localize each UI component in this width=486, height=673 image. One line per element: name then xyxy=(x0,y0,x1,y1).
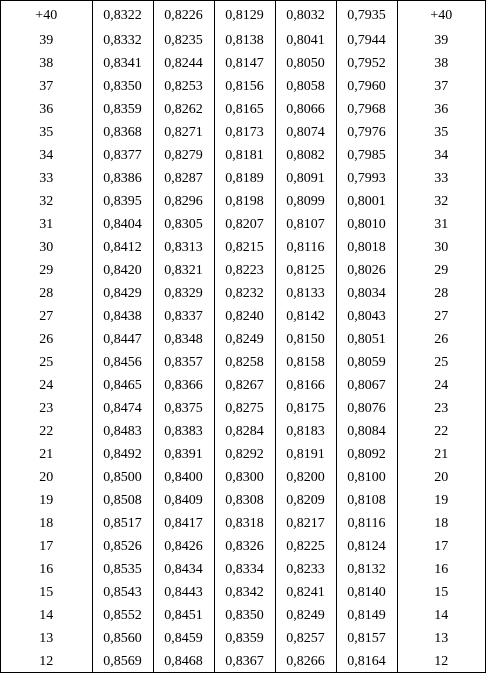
density-value-cell: 0,8249 xyxy=(275,604,336,627)
temperature-cell-left: 22 xyxy=(1,420,92,443)
density-value-cell: 0,8165 xyxy=(214,98,275,121)
temperature-cell-right: 38 xyxy=(434,56,449,71)
temperature-cell-right: 25 xyxy=(434,355,449,370)
density-value-cell: 0,8191 xyxy=(275,443,336,466)
density-value-cell: 0,8032 xyxy=(275,1,336,29)
density-value-cell: 0,8535 xyxy=(92,558,153,581)
density-value-cell: 0,8412 xyxy=(92,236,153,259)
density-value-cell: 0,8166 xyxy=(275,374,336,397)
density-value-cell: 0,8342 xyxy=(214,581,275,604)
density-value-cell: 0,8313 xyxy=(153,236,214,259)
density-value-cell: 0,8158 xyxy=(275,351,336,374)
temperature-cell-right: 30 xyxy=(434,240,449,255)
density-value-cell: 0,8465 xyxy=(92,374,153,397)
density-value-cell: 0,8233 xyxy=(275,558,336,581)
density-value-cell: 0,8142 xyxy=(275,305,336,328)
temperature-cell-right: 27 xyxy=(434,309,449,324)
density-value-cell: 0,8552 xyxy=(92,604,153,627)
table-row xyxy=(1,121,485,144)
temperature-cell-right: 14 xyxy=(434,608,449,623)
density-value-cell: 0,8420 xyxy=(92,259,153,282)
density-value-cell: 0,8451 xyxy=(153,604,214,627)
density-value-cell: 0,8395 xyxy=(92,190,153,213)
density-value-cell: 0,8099 xyxy=(275,190,336,213)
density-value-cell: 0,8326 xyxy=(214,535,275,558)
density-value-cell: 0,8308 xyxy=(214,489,275,512)
temperature-cell-left: 17 xyxy=(1,535,92,558)
density-value-cell: 0,8132 xyxy=(336,558,397,581)
density-value-cell: 0,8043 xyxy=(336,305,397,328)
table-row xyxy=(1,75,485,98)
density-value-cell: 0,8235 xyxy=(153,29,214,52)
density-value-cell: 0,8067 xyxy=(336,374,397,397)
temperature-cell-right: 39 xyxy=(434,33,449,48)
table-row xyxy=(1,190,485,213)
density-value-cell: 0,8459 xyxy=(153,627,214,650)
temperature-cell-left: 26 xyxy=(1,328,92,351)
temperature-cell-left: 32 xyxy=(1,190,92,213)
density-value-cell: 0,8010 xyxy=(336,213,397,236)
density-value-cell: 0,8391 xyxy=(153,443,214,466)
density-value-cell: 0,8305 xyxy=(153,213,214,236)
density-value-cell: 0,8116 xyxy=(275,236,336,259)
density-value-cell: 0,8357 xyxy=(153,351,214,374)
density-value-cell: 0,8287 xyxy=(153,167,214,190)
density-value-cell: 0,8383 xyxy=(153,420,214,443)
density-value-cell: 0,8209 xyxy=(275,489,336,512)
density-value-cell: 0,8034 xyxy=(336,282,397,305)
temperature-cell-left: 20 xyxy=(1,466,92,489)
table-row xyxy=(1,627,485,650)
density-value-cell: 0,8429 xyxy=(92,282,153,305)
temperature-cell-right: 24 xyxy=(434,378,449,393)
density-value-cell: 0,8292 xyxy=(214,443,275,466)
table-row xyxy=(1,581,485,604)
temperature-cell-left: 39 xyxy=(1,29,92,52)
density-value-cell: 0,8200 xyxy=(275,466,336,489)
density-value-cell: 0,8189 xyxy=(214,167,275,190)
density-value-cell: 0,8116 xyxy=(336,512,397,535)
density-value-cell: 0,8181 xyxy=(214,144,275,167)
table-row xyxy=(1,236,485,259)
density-value-cell: 0,8321 xyxy=(153,259,214,282)
density-value-cell: 0,8215 xyxy=(214,236,275,259)
density-value-cell: 0,8375 xyxy=(153,397,214,420)
table-row xyxy=(1,650,485,673)
density-value-cell: 0,8500 xyxy=(92,466,153,489)
density-value-cell: 0,8296 xyxy=(153,190,214,213)
temperature-cell-right: 12 xyxy=(434,654,449,669)
temperature-cell-left: 29 xyxy=(1,259,92,282)
density-value-cell: 0,8300 xyxy=(214,466,275,489)
density-value-cell: 0,8366 xyxy=(153,374,214,397)
table-row xyxy=(1,282,485,305)
density-value-cell: 0,7985 xyxy=(336,144,397,167)
density-value-cell: 0,8543 xyxy=(92,581,153,604)
density-value-cell: 0,8275 xyxy=(214,397,275,420)
density-value-cell: 0,8084 xyxy=(336,420,397,443)
density-value-cell: 0,8133 xyxy=(275,282,336,305)
temperature-cell-left: 33 xyxy=(1,167,92,190)
density-value-cell: 0,8092 xyxy=(336,443,397,466)
density-value-cell: 0,8468 xyxy=(153,650,214,673)
density-value-cell: 0,8417 xyxy=(153,512,214,535)
table-row xyxy=(1,443,485,466)
temperature-cell-left: 27 xyxy=(1,305,92,328)
density-value-cell: 0,8198 xyxy=(214,190,275,213)
density-value-cell: 0,8183 xyxy=(275,420,336,443)
density-value-cell: 0,7993 xyxy=(336,167,397,190)
temperature-cell-left: 14 xyxy=(1,604,92,627)
temperature-cell-right: +40 xyxy=(430,8,453,23)
temperature-cell-right: 33 xyxy=(434,171,449,186)
table-row xyxy=(1,305,485,328)
density-value-cell: 0,8138 xyxy=(214,29,275,52)
table-row xyxy=(1,397,485,420)
density-value-cell: 0,8483 xyxy=(92,420,153,443)
density-value-cell: 0,8225 xyxy=(275,535,336,558)
density-value-cell: 0,8284 xyxy=(214,420,275,443)
temperature-cell-left: 16 xyxy=(1,558,92,581)
density-value-cell: 0,8156 xyxy=(214,75,275,98)
density-value-cell: 0,8569 xyxy=(92,650,153,673)
density-value-cell: 0,8074 xyxy=(275,121,336,144)
density-value-cell: 0,8443 xyxy=(153,581,214,604)
density-value-cell: 0,8018 xyxy=(336,236,397,259)
density-value-cell: 0,8100 xyxy=(336,466,397,489)
density-value-cell: 0,8377 xyxy=(92,144,153,167)
density-value-cell: 0,8322 xyxy=(92,1,153,29)
density-value-cell: 0,8226 xyxy=(153,1,214,29)
table-row xyxy=(1,328,485,351)
temperature-cell-right: 15 xyxy=(434,585,449,600)
density-value-cell: 0,7960 xyxy=(336,75,397,98)
temperature-cell-right: 36 xyxy=(434,102,449,117)
density-table xyxy=(1,1,485,673)
density-value-cell: 0,8334 xyxy=(214,558,275,581)
temperature-cell-left: 36 xyxy=(1,98,92,121)
density-value-cell: 0,8350 xyxy=(214,604,275,627)
density-value-cell: 0,8426 xyxy=(153,535,214,558)
density-value-cell: 0,8359 xyxy=(92,98,153,121)
table-row xyxy=(1,466,485,489)
table-row xyxy=(1,98,485,121)
table-row xyxy=(1,489,485,512)
table-row xyxy=(1,213,485,236)
table-body xyxy=(1,1,485,673)
temperature-cell-right: 19 xyxy=(434,493,449,508)
table-row xyxy=(1,535,485,558)
density-value-cell: 0,8091 xyxy=(275,167,336,190)
density-value-cell: 0,8447 xyxy=(92,328,153,351)
density-value-cell: 0,8157 xyxy=(336,627,397,650)
density-value-cell: 0,8217 xyxy=(275,512,336,535)
density-value-cell: 0,8434 xyxy=(153,558,214,581)
density-value-cell: 0,8050 xyxy=(275,52,336,75)
temperature-cell-left: 13 xyxy=(1,627,92,650)
density-value-cell: 0,8108 xyxy=(336,489,397,512)
table-row xyxy=(1,259,485,282)
density-value-cell: 0,8492 xyxy=(92,443,153,466)
density-value-cell: 0,7976 xyxy=(336,121,397,144)
density-value-cell: 0,8267 xyxy=(214,374,275,397)
density-value-cell: 0,8125 xyxy=(275,259,336,282)
temperature-cell-right: 29 xyxy=(434,263,449,278)
density-value-cell: 0,8140 xyxy=(336,581,397,604)
density-value-cell: 0,8173 xyxy=(214,121,275,144)
table-row xyxy=(1,420,485,443)
temperature-cell-right: 20 xyxy=(434,470,449,485)
density-value-cell: 0,8240 xyxy=(214,305,275,328)
density-value-cell: 0,8386 xyxy=(92,167,153,190)
density-value-cell: 0,8076 xyxy=(336,397,397,420)
density-value-cell: 0,8175 xyxy=(275,397,336,420)
temperature-cell-left: 24 xyxy=(1,374,92,397)
temperature-cell-right: 23 xyxy=(434,401,449,416)
table-row xyxy=(1,52,485,75)
temperature-cell-left: 35 xyxy=(1,121,92,144)
temperature-cell-left: 37 xyxy=(1,75,92,98)
temperature-cell-right: 26 xyxy=(434,332,449,347)
temperature-cell-left: +40 xyxy=(1,1,92,29)
density-value-cell: 0,8262 xyxy=(153,98,214,121)
temperature-cell-right: 22 xyxy=(434,424,449,439)
temperature-cell-right: 31 xyxy=(434,217,449,232)
density-value-cell: 0,8348 xyxy=(153,328,214,351)
density-value-cell: 0,8359 xyxy=(214,627,275,650)
temperature-cell-left: 38 xyxy=(1,52,92,75)
temperature-cell-left: 34 xyxy=(1,144,92,167)
density-value-cell: 0,8474 xyxy=(92,397,153,420)
density-value-cell: 0,8279 xyxy=(153,144,214,167)
temperature-cell-left: 30 xyxy=(1,236,92,259)
density-value-cell: 0,8367 xyxy=(214,650,275,673)
table-row xyxy=(1,512,485,535)
density-value-cell: 0,8150 xyxy=(275,328,336,351)
temperature-cell-left: 19 xyxy=(1,489,92,512)
density-value-cell: 0,8241 xyxy=(275,581,336,604)
table-row xyxy=(1,144,485,167)
temperature-cell-left: 31 xyxy=(1,213,92,236)
density-value-cell: 0,8438 xyxy=(92,305,153,328)
density-value-cell: 0,8164 xyxy=(336,650,397,673)
temperature-cell-right: 35 xyxy=(434,125,449,140)
density-value-cell: 0,8107 xyxy=(275,213,336,236)
density-value-cell: 0,8368 xyxy=(92,121,153,144)
temperature-cell-right: 34 xyxy=(434,148,449,163)
density-value-cell: 0,7935 xyxy=(336,1,397,29)
density-value-cell: 0,8456 xyxy=(92,351,153,374)
density-value-cell: 0,8207 xyxy=(214,213,275,236)
density-value-cell: 0,8258 xyxy=(214,351,275,374)
density-value-cell: 0,8404 xyxy=(92,213,153,236)
density-value-cell: 0,8059 xyxy=(336,351,397,374)
density-value-cell: 0,8026 xyxy=(336,259,397,282)
temperature-cell-left: 18 xyxy=(1,512,92,535)
density-value-cell: 0,7944 xyxy=(336,29,397,52)
density-value-cell: 0,8400 xyxy=(153,466,214,489)
temperature-cell-left: 23 xyxy=(1,397,92,420)
table-row xyxy=(1,1,485,29)
density-value-cell: 0,8147 xyxy=(214,52,275,75)
temperature-cell-right: 13 xyxy=(434,631,449,646)
temperature-cell-left: 28 xyxy=(1,282,92,305)
density-value-cell: 0,8223 xyxy=(214,259,275,282)
density-value-cell: 0,8257 xyxy=(275,627,336,650)
temperature-cell-right: 17 xyxy=(434,539,449,554)
temperature-cell-right: 37 xyxy=(434,79,449,94)
density-value-cell: 0,8350 xyxy=(92,75,153,98)
density-value-cell: 0,8526 xyxy=(92,535,153,558)
table-row xyxy=(1,374,485,397)
density-value-cell: 0,8041 xyxy=(275,29,336,52)
temperature-cell-right: 32 xyxy=(434,194,449,209)
density-value-cell: 0,8337 xyxy=(153,305,214,328)
temperature-cell-right: 21 xyxy=(434,447,449,462)
temperature-cell-left: 12 xyxy=(1,650,92,673)
density-value-cell: 0,8244 xyxy=(153,52,214,75)
temperature-cell-left: 15 xyxy=(1,581,92,604)
density-value-cell: 0,8341 xyxy=(92,52,153,75)
density-value-cell: 0,8508 xyxy=(92,489,153,512)
temperature-cell-right: 16 xyxy=(434,562,449,577)
table-row xyxy=(1,558,485,581)
table-row xyxy=(1,167,485,190)
density-value-cell: 0,8232 xyxy=(214,282,275,305)
density-value-cell: 0,8329 xyxy=(153,282,214,305)
table-row xyxy=(1,351,485,374)
density-value-cell: 0,8149 xyxy=(336,604,397,627)
density-value-cell: 0,8253 xyxy=(153,75,214,98)
density-value-cell: 0,8051 xyxy=(336,328,397,351)
temperature-cell-right: 18 xyxy=(434,516,449,531)
density-value-cell: 0,8409 xyxy=(153,489,214,512)
density-value-cell: 0,7952 xyxy=(336,52,397,75)
density-value-cell: 0,8066 xyxy=(275,98,336,121)
density-value-cell: 0,8129 xyxy=(214,1,275,29)
density-value-cell: 0,8001 xyxy=(336,190,397,213)
density-value-cell: 0,8082 xyxy=(275,144,336,167)
temperature-cell-right: 28 xyxy=(434,286,449,301)
table-row xyxy=(1,604,485,627)
density-value-cell: 0,8318 xyxy=(214,512,275,535)
density-value-cell: 0,8271 xyxy=(153,121,214,144)
density-value-cell: 0,8560 xyxy=(92,627,153,650)
temperature-cell-left: 25 xyxy=(1,351,92,374)
density-value-cell: 0,8266 xyxy=(275,650,336,673)
temperature-cell-left: 21 xyxy=(1,443,92,466)
density-value-cell: 0,8058 xyxy=(275,75,336,98)
density-value-cell: 0,8249 xyxy=(214,328,275,351)
density-value-cell: 0,8517 xyxy=(92,512,153,535)
table-row xyxy=(1,29,485,52)
density-value-cell: 0,8332 xyxy=(92,29,153,52)
density-value-cell: 0,8124 xyxy=(336,535,397,558)
density-value-cell: 0,7968 xyxy=(336,98,397,121)
